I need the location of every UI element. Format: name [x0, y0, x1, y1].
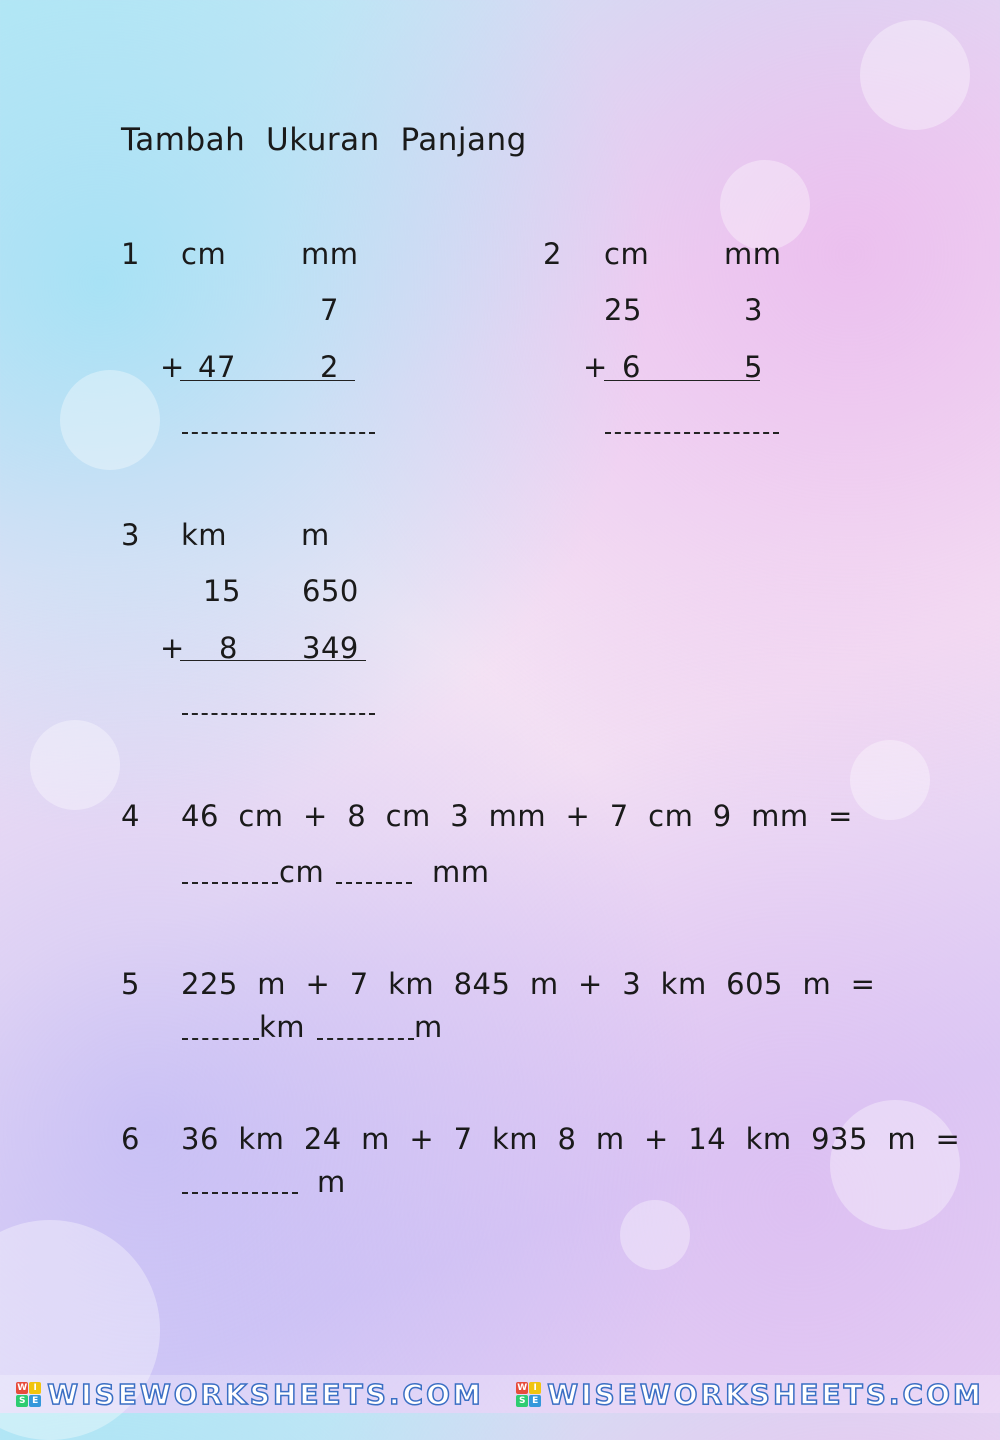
brand-text: WISEWORKSHEETS.COM: [547, 1377, 984, 1411]
brand-logo: [16, 1378, 484, 1411]
q2-row1-mm: 3: [744, 293, 763, 327]
q2-row2-mm: 5: [744, 350, 763, 384]
q3-row2-m: 349: [302, 631, 359, 665]
q3-unit-header-km: km: [181, 518, 228, 552]
q1-unit-header-mm: mm: [301, 237, 359, 271]
q2-number: 2: [543, 237, 562, 271]
q1-answer-blank[interactable]: [182, 432, 375, 434]
q1-row2-mm: 2: [320, 350, 339, 384]
q1-row2-cm: 47: [198, 350, 236, 384]
q5-answer-blank-m[interactable]: [317, 1038, 414, 1040]
q6-number: 6: [121, 1122, 140, 1156]
q3-row2-km: 8: [219, 631, 238, 665]
worksheet-title: Tambah Ukuran Panjang: [121, 122, 527, 158]
q6-answer-unit-m: m: [317, 1165, 346, 1199]
bokeh-circle: [60, 370, 160, 470]
q3-number: 3: [121, 518, 140, 552]
q2-row1-cm: 25: [604, 293, 642, 327]
q5-expression: 225 m + 7 km 845 m + 3 km 605 m =: [181, 967, 876, 1001]
q4-number: 4: [121, 799, 140, 833]
q1-unit-header-cm: cm: [181, 237, 227, 271]
bokeh-circle: [620, 1200, 690, 1270]
bokeh-circle: [30, 720, 120, 810]
q5-answer-unit-km: km: [259, 1010, 306, 1044]
q2-row2-cm: 6: [622, 350, 641, 384]
q3-plus-sign: +: [160, 631, 185, 665]
q1-plus-sign: +: [160, 350, 185, 384]
q5-answer-blank-km[interactable]: [182, 1038, 259, 1040]
bokeh-circle: [830, 1100, 960, 1230]
q4-answer-unit-cm: cm: [279, 855, 325, 889]
q5-number: 5: [121, 967, 140, 1001]
q4-answer-blank-mm[interactable]: [336, 882, 412, 884]
bokeh-circle: [860, 20, 970, 130]
q3-unit-header-m: m: [301, 518, 330, 552]
q5-answer-unit-m: m: [414, 1010, 443, 1044]
brand-icon: W I S E: [16, 1382, 41, 1407]
q3-row1-km: 15: [203, 574, 241, 608]
q1-number: 1: [121, 237, 140, 271]
q2-answer-blank[interactable]: [605, 432, 779, 434]
q2-unit-header-mm: mm: [724, 237, 782, 271]
brand-icon: W I S E: [516, 1382, 541, 1407]
q6-answer-blank[interactable]: [182, 1192, 298, 1194]
brand-logo: [516, 1378, 984, 1411]
bokeh-circle: [850, 740, 930, 820]
q2-unit-header-cm: cm: [604, 237, 650, 271]
q4-expression: 46 cm + 8 cm 3 mm + 7 cm 9 mm =: [181, 799, 853, 833]
q1-row1-mm: 7: [320, 293, 339, 327]
q4-answer-unit-mm: mm: [432, 855, 490, 889]
brand-text: WISEWORKSHEETS.COM: [47, 1377, 484, 1411]
q2-sum-rule: [604, 380, 760, 381]
q2-plus-sign: +: [583, 350, 608, 384]
q3-sum-rule: [180, 660, 366, 661]
q3-answer-blank[interactable]: [182, 713, 375, 715]
footer-watermark: [0, 1375, 1000, 1413]
q4-answer-blank-cm[interactable]: [182, 882, 278, 884]
q6-expression: 36 km 24 m + 7 km 8 m + 14 km 935 m =: [181, 1122, 961, 1156]
q3-row1-m: 650: [302, 574, 359, 608]
q1-sum-rule: [180, 380, 355, 381]
